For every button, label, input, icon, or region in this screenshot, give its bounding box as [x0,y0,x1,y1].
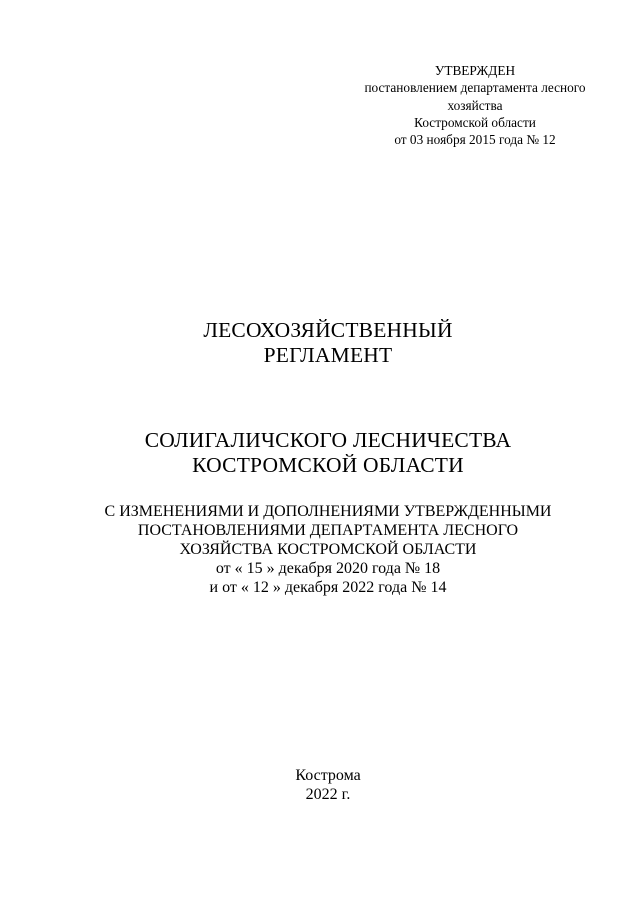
approval-line: постановлением департамента лесного [364,80,586,96]
title-line: ЛЕСОХОЗЯЙСТВЕННЫЙ [203,318,453,342]
amendments-date: и от « 12 » декабря 2022 года № 14 [209,579,447,596]
approval-line: хозяйства [447,97,503,113]
amendments-date: от « 15 » декабря 2020 года № 18 [215,560,441,577]
subtitle-line: КОСТРОМСКОЙ ОБЛАСТИ [192,453,464,477]
footer-year: 2022 г. [305,786,351,803]
approval-heading: УТВЕРЖДЕН [434,63,516,78]
amendments-line: ХОЗЯЙСТВА КОСТРОМСКОЙ ОБЛАСТИ [179,541,477,558]
footer-city: Кострома [295,767,361,784]
document-footer [0,766,640,804]
approval-line: Костромской области [414,114,536,130]
amendments-line: С ИЗМЕНЕНИЯМИ И ДОПОЛНЕНИЯМИ УТВЕРЖДЕННЫМИ [104,503,552,520]
subtitle-line: СОЛИГАЛИЧСКОГО ЛЕСНИЧЕСТВА [144,428,512,452]
document-subtitle [0,428,640,478]
amendments-note [0,502,640,597]
title-line: РЕГЛАМЕНТ [263,343,393,367]
approval-stamp [340,62,610,148]
amendments-line: ПОСТАНОВЛЕНИЯМИ ДЕПАРТАМЕНТА ЛЕСНОГО [137,522,519,539]
document-title [0,318,640,368]
approval-date: от 03 ноября 2015 года № 12 [394,132,556,148]
